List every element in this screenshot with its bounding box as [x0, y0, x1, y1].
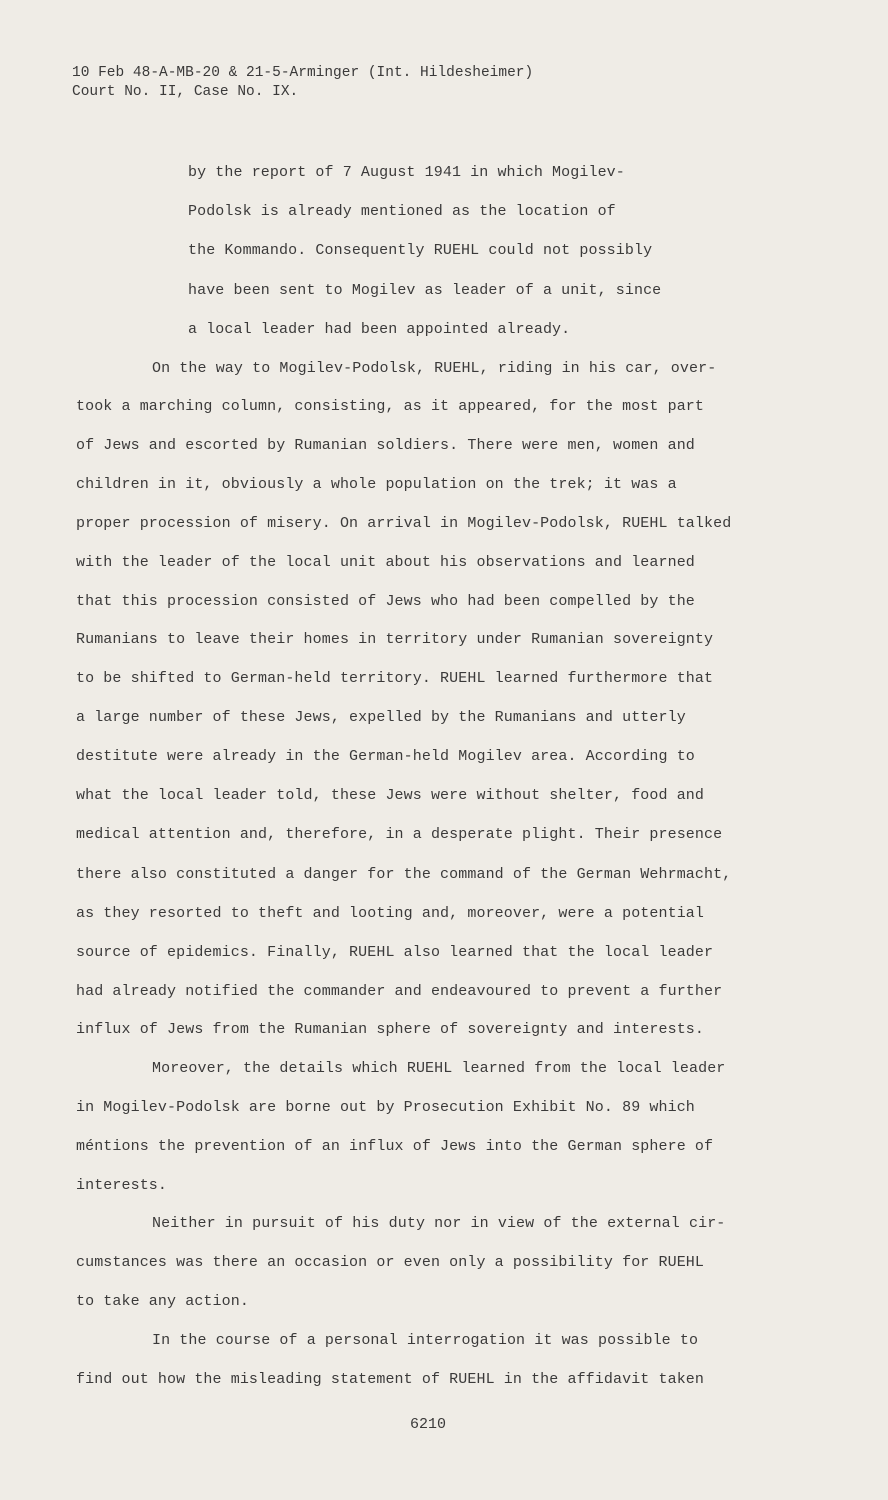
text-line: in Mogilev-Podolsk are borne out by Prosecution Exhibit No. 89 which — [76, 1099, 695, 1116]
text-line: to be shifted to German-held territory. RUEHL learned furthermore that — [76, 670, 714, 687]
text-line: took a marching column, consisting, as it appeared, for the most part — [76, 398, 705, 415]
text-line: children in it, obviously a whole population on the trek; it was a — [76, 476, 677, 493]
text-line: Podolsk is already mentioned as the location of — [188, 203, 616, 220]
text-line: there also constituted a danger for the command of the German Wehrmacht, — [76, 866, 732, 883]
text-line: what the local leader told, these Jews were without shelter, food and — [76, 787, 705, 804]
text-line: destitute were already in the German-held Mogilev area. According to — [76, 748, 695, 765]
text-line: a local leader had been appointed already. — [188, 321, 571, 338]
text-line: On the way to Mogilev-Podolsk, RUEHL, riding in his car, over- — [152, 360, 717, 377]
text-line: a large number of these Jews, expelled by the Rumanians and utterly — [76, 709, 686, 726]
text-line: source of epidemics. Finally, RUEHL also learned that the local leader — [76, 944, 714, 961]
text-line: Neither in pursuit of his duty nor in view of the external cir- — [152, 1215, 726, 1232]
text-line: méntions the prevention of an influx of Jews into the German sphere of — [76, 1138, 714, 1155]
header-line-2: Court No. II, Case No. IX. — [72, 84, 299, 100]
text-line: proper procession of misery. On arrival in Mogilev-Podolsk, RUEHL talked — [76, 515, 732, 532]
text-line: find out how the misleading statement of RUEHL in the affidavit taken — [76, 1371, 705, 1388]
text-line: by the report of 7 August 1941 in which Mogilev- — [188, 164, 625, 181]
text-line: have been sent to Mogilev as leader of a unit, since — [188, 282, 662, 299]
text-line: to take any action. — [76, 1293, 249, 1310]
text-line: the Kommando. Consequently RUEHL could not possibly — [188, 242, 653, 259]
text-line: that this procession consisted of Jews who had been compelled by the — [76, 593, 695, 610]
text-line: Moreover, the details which RUEHL learned from the local leader — [152, 1060, 726, 1077]
document-header — [72, 64, 533, 102]
page-number: 6210 — [410, 1416, 447, 1433]
text-line: Rumanians to leave their homes in territory under Rumanian sovereignty — [76, 631, 714, 648]
text-line: of Jews and escorted by Rumanian soldiers. There were men, women and — [76, 437, 695, 454]
text-line: interests. — [76, 1177, 168, 1194]
text-line: influx of Jews from the Rumanian sphere of sovereignty and interests. — [76, 1021, 705, 1038]
text-line: medical attention and, therefore, in a desperate plight. Their presence — [76, 826, 723, 843]
text-line: as they resorted to theft and looting and, moreover, were a potential — [76, 905, 705, 922]
header-line-1: 10 Feb 48-A-MB-20 & 21-5-Arminger (Int. Hildesheimer) — [72, 65, 534, 81]
text-line: had already notified the commander and endeavoured to prevent a further — [76, 983, 723, 1000]
text-line: In the course of a personal interrogation it was possible to — [152, 1332, 699, 1349]
text-line: with the leader of the local unit about his observations and learned — [76, 554, 695, 571]
text-line: cumstances was there an occasion or even only a possibility for RUEHL — [76, 1254, 705, 1271]
